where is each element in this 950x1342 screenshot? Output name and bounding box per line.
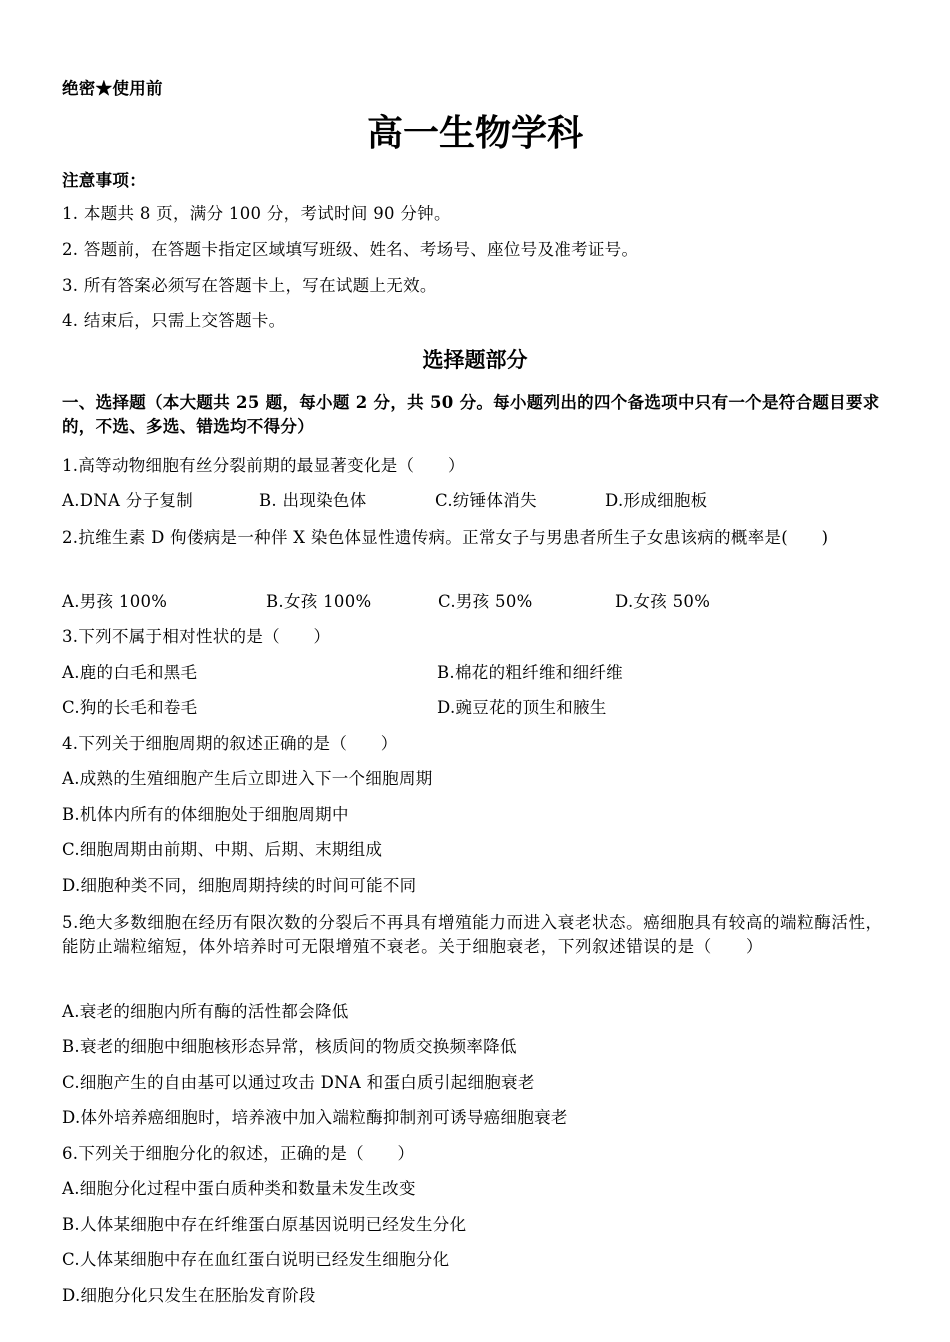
option-d: D.女孩 50% — [615, 592, 711, 611]
option-d: D.细胞分化只发生在胚胎发育阶段 — [62, 1286, 316, 1305]
option-a: A.DNA 分子复制 — [62, 491, 193, 510]
option-b: B.人体某细胞中存在纤维蛋白原基因说明已经发生分化 — [62, 1215, 467, 1234]
option-d: D.形成细胞板 — [605, 491, 708, 510]
option-a: A.成熟的生殖细胞产生后立即进入下一个细胞周期 — [62, 769, 433, 788]
option-a: A.鹿的白毛和黑毛 — [62, 663, 198, 682]
option-b: B.棉花的粗纤维和细纤维 — [437, 663, 623, 682]
note-item: 1. 本题共 8 页，满分 100 分，考试时间 90 分钟。 — [62, 204, 451, 223]
option-c: C.纺锤体消失 — [435, 491, 537, 510]
note-item: 4. 结束后，只需上交答题卡。 — [62, 311, 286, 330]
option-c: C.细胞产生的自由基可以通过攻击 DNA 和蛋白质引起细胞衰老 — [62, 1073, 535, 1092]
option-a: A.衰老的细胞内所有酶的活性都会降低 — [62, 1002, 349, 1021]
question-stem: 3.下列不属于相对性状的是（ ） — [62, 627, 331, 646]
option-c: C.细胞周期由前期、中期、后期、末期组成 — [62, 840, 383, 859]
question-stem: 2.抗维生素 D 佝偻病是一种伴 X 染色体显性遗传病。正常女子与男患者所生子女患该病的概率是( ) — [62, 528, 829, 547]
option-b: B. 出现染色体 — [259, 491, 367, 510]
option-b: B.衰老的细胞中细胞核形态异常，核质间的物质交换频率降低 — [62, 1037, 517, 1056]
option-d: D.细胞种类不同，细胞周期持续的时间可能不同 — [62, 876, 417, 895]
option-d: D.豌豆花的顶生和腋生 — [437, 698, 607, 717]
note-item: 3. 所有答案必须写在答题卡上，写在试题上无效。 — [62, 276, 437, 295]
option-c: C.人体某细胞中存在血红蛋白说明已经发生细胞分化 — [62, 1250, 450, 1269]
section-instruction: 一、选择题（本大题共 25 题，每小题 2 分，共 50 分。每小题列出的四个备选项中只有一个是符合题目要求的，不选、多选、错选均不得分） — [62, 393, 880, 436]
page-title: 高一生物学科 — [366, 112, 583, 154]
option-a: A.男孩 100% — [62, 592, 168, 611]
option-d: D.体外培养癌细胞时，培养液中加入端粒酶抑制剂可诱导癌细胞衰老 — [62, 1108, 568, 1127]
question-stem: 1.高等动物细胞有丝分裂前期的最显著变化是（ ） — [62, 456, 465, 475]
secret-label: 绝密★使用前 — [62, 79, 163, 98]
section-title: 选择题部分 — [422, 347, 528, 372]
option-c: C.狗的长毛和卷毛 — [62, 698, 198, 717]
notes-heading: 注意事项： — [62, 171, 146, 190]
note-item: 2. 答题前，在答题卡指定区域填写班级、姓名、考场号、座位号及准考证号。 — [62, 240, 639, 259]
option-b: B.女孩 100% — [266, 592, 372, 611]
question-stem: 6.下列关于细胞分化的叙述，正确的是（ ） — [62, 1144, 415, 1163]
option-b: B.机体内所有的体细胞处于细胞周期中 — [62, 805, 349, 824]
question-stem: 4.下列关于细胞周期的叙述正确的是（ ） — [62, 734, 398, 753]
option-c: C.男孩 50% — [438, 592, 533, 611]
question-stem: 5.绝大多数细胞在经历有限次数的分裂后不再具有增殖能力而进入衰老状态。癌细胞具有较高的端粒酶活性，能防止端粒缩短，体外培养时可无限增殖不衰老。关于细胞衰老，下列叙述错误的是（ ） — [62, 913, 883, 956]
option-a: A.细胞分化过程中蛋白质种类和数量未发生改变 — [62, 1179, 416, 1198]
